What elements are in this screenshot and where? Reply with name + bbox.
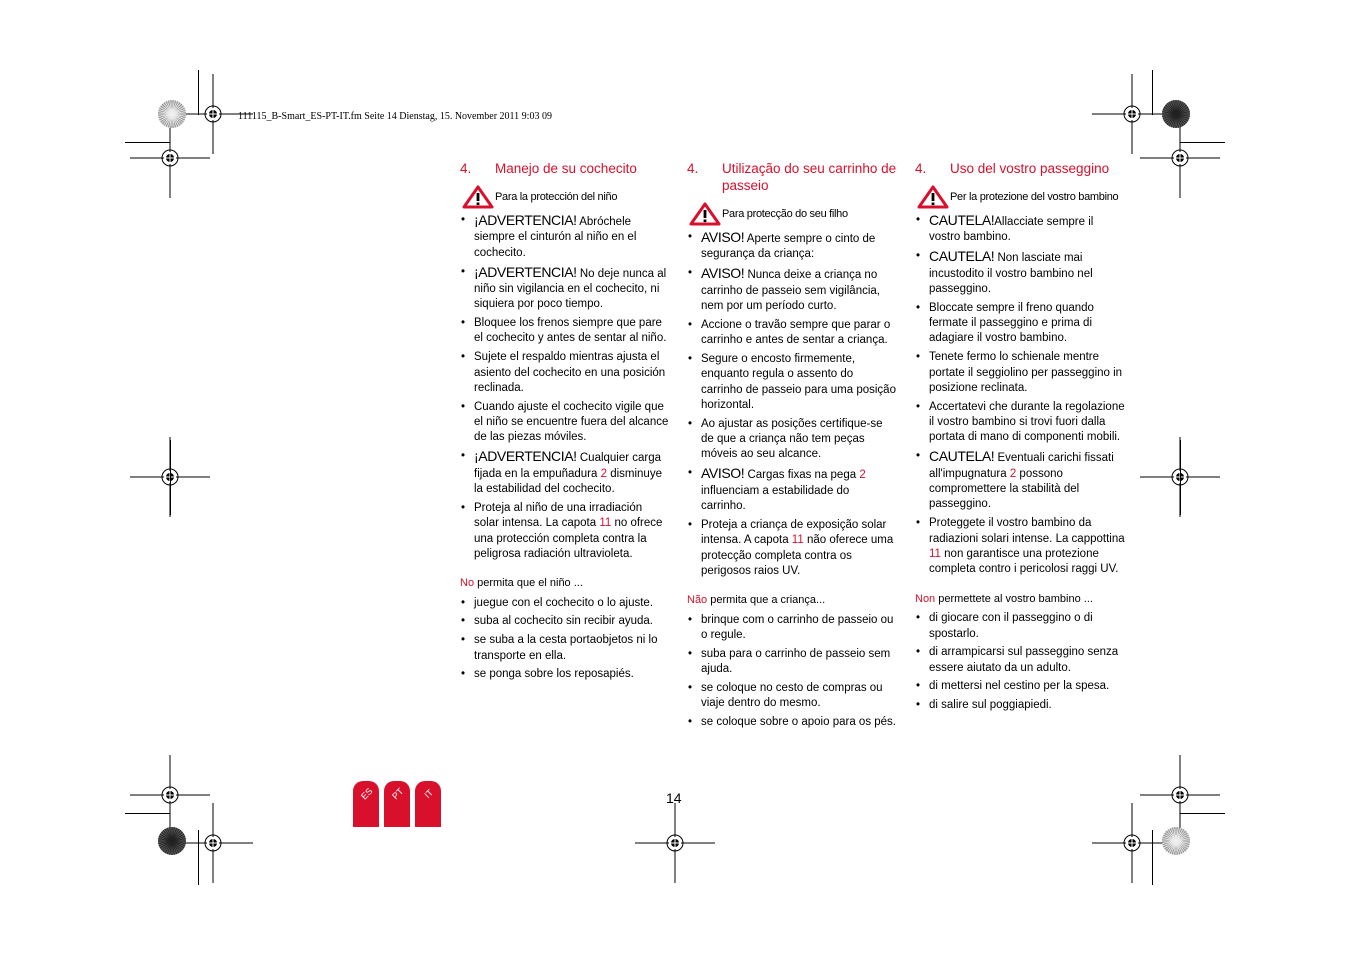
item-text: Proteggete il vostro bambino da radiazioni solari intense. La cappottina bbox=[929, 517, 1125, 545]
subheading-negation: Non bbox=[915, 592, 936, 605]
item-text: Bloccate sempre il freno quando fermate il passeggino e prima di adagiare il vostro bambino. bbox=[929, 301, 1094, 345]
list-item: • ¡ADVERTENCIA! Abróchele siempre el cinturón al niño en el cochecito. bbox=[461, 212, 637, 259]
list-item: • juegue con el cochecito o lo ajuste. bbox=[461, 596, 654, 609]
item-text: se coloque no cesto de compras ou viaje dentro do mesmo. bbox=[701, 681, 883, 710]
item-text: di mettersi nel cestino per la spesa. bbox=[929, 680, 1110, 693]
section-heading bbox=[915, 160, 1125, 177]
item-text: influenciam a estabilidade do carrinho. bbox=[701, 484, 850, 512]
registration-mark bbox=[635, 803, 715, 883]
item-text: No deje nunca al niño sin vigilancia en el cochecito, ni siquiera por poco tiempo. bbox=[474, 267, 667, 311]
crop-line bbox=[1152, 830, 1153, 885]
part-number: 11 bbox=[791, 534, 804, 547]
section-heading bbox=[460, 160, 670, 177]
list-item: • di arrampicarsi sul passeggino senza essere aiutato da un adulto. bbox=[916, 646, 1119, 674]
list-item: • Proteja a criança de exposição solar intensa. A capota 11 não oferece uma protecção completa contra os perigosos raios UV. bbox=[688, 518, 894, 577]
list-item: • brinque com o carrinho de passeio ou o regule. bbox=[688, 613, 894, 642]
item-text: Abróchele siempre el cinturón al niño en el cochecito. bbox=[474, 216, 637, 259]
item-text: suba al cochecito sin recibir ayuda. bbox=[474, 615, 653, 628]
warning-keyword: CAUTELA! bbox=[929, 212, 995, 228]
item-text: brinque com o carrinho de passeio ou o regule. bbox=[701, 613, 894, 642]
item-text: Accione o travão sempre que parar o carrinho e antes de sentar a criança. bbox=[701, 318, 891, 347]
item-text: Sujete el respaldo mientras ajusta el asiento del cochecito en una posición reclinada. bbox=[474, 351, 666, 394]
star-target-mark bbox=[157, 826, 187, 856]
list-item: • Bloquee los frenos siempre que pare el cochecito y antes de sentar al niño. bbox=[461, 317, 667, 345]
tab-it bbox=[415, 781, 441, 827]
list-item: • Cuando ajuste el cochecito vigile que el niño se encuentre fuera del alcance de las piezas móviles. bbox=[461, 400, 669, 444]
list-item: • AVISO! Cargas fixas na pega 2 influenciam a estabilidade do carrinho. bbox=[688, 465, 866, 512]
crop-line bbox=[1180, 142, 1225, 143]
item-text: juegue con el cochecito o lo ajuste. bbox=[474, 596, 654, 609]
warning-note bbox=[687, 202, 897, 226]
crop-line bbox=[1180, 813, 1225, 814]
section-title: Uso del vostro passeggino bbox=[950, 161, 1110, 176]
item-text: Cargas fixas na pega bbox=[744, 469, 860, 482]
list-item: • di giocare con il passeggino o di spostarlo. bbox=[916, 612, 1093, 640]
item-text: no ofrece una protección completa contra la peligrosa radiación ultravioleta. bbox=[474, 517, 663, 560]
warning-icon bbox=[917, 185, 949, 209]
item-text: Proteja a criança de exposição solar intensa. A capota bbox=[701, 518, 887, 547]
safety-list bbox=[460, 213, 670, 562]
item-text: se suba a la cesta portaobjetos ni lo transporte en ella. bbox=[474, 634, 658, 662]
item-text: non garantisce una protezione completa contro i pericolosi raggi UV. bbox=[929, 547, 1119, 576]
item-text: Tenete fermo lo schienale mentre portate il seggiolino per passeggino in posizione reclinata. bbox=[929, 351, 1123, 394]
column-it bbox=[915, 160, 1125, 717]
warning-keyword: ¡ADVERTENCIA! bbox=[474, 263, 577, 280]
crop-line bbox=[125, 813, 170, 814]
star-target-mark bbox=[1161, 826, 1191, 856]
crop-line bbox=[1180, 440, 1181, 515]
section-number: 4. bbox=[915, 161, 927, 176]
crop-line bbox=[198, 70, 199, 115]
item-text: Ao ajustar as posições certifique-se de que a criança não tem peças móveis ao seu alcance. bbox=[701, 417, 883, 461]
list-item: • se ponga sobre los reposapiés. bbox=[461, 668, 634, 681]
safety-list bbox=[687, 230, 897, 579]
warning-keyword: CAUTELA! bbox=[929, 448, 995, 465]
item-text: Proteja al niño de una irradiación solar intensa. La capota bbox=[474, 501, 643, 530]
star-target-mark bbox=[1161, 99, 1191, 129]
registration-mark bbox=[130, 118, 210, 198]
list-item: • se coloque sobre o apoio para os pés. bbox=[688, 716, 896, 729]
item-text: Bloquee los frenos siempre que pare el cochecito y antes de sentar al niño. bbox=[474, 317, 667, 345]
tab-es-label: ES bbox=[358, 785, 375, 802]
item-text: Cualquier carga fijada en la empuñadura bbox=[474, 452, 662, 480]
crop-line bbox=[125, 142, 170, 143]
item-text: di salire sul poggiapiedi. bbox=[929, 699, 1052, 712]
warning-note bbox=[915, 185, 1125, 209]
item-text: Segure o encosto firmemente, enquanto regula o assento do carrinho de passeio para uma posição horizontal. bbox=[701, 352, 896, 411]
warning-keyword: AVISO! bbox=[701, 229, 745, 245]
warning-keyword: ¡ADVERTENCIA! bbox=[474, 212, 577, 228]
list-item: • Bloccate sempre il freno quando fermate il passeggino e prima di adagiare il vostro bambino. bbox=[916, 301, 1094, 345]
subheading bbox=[687, 593, 897, 608]
item-text: Accertatevi che durante la regolazione il vostro bambino si trovi fuori dalla portata di mano di componenti mobili. bbox=[929, 400, 1125, 444]
star-target-mark bbox=[157, 99, 187, 129]
list-item: • CAUTELA! Eventuali carichi fissati all'impugnatura 2 possono compromettere la stabilità del passeggino. bbox=[916, 448, 1114, 511]
tab-it-label: IT bbox=[422, 787, 436, 801]
warning-label: Per la protezione del vostro bambino bbox=[950, 191, 1119, 203]
item-text: Nunca deixe a criança no carrinho de passeio sem vigilância, nem por um período curto. bbox=[701, 269, 880, 312]
list-item: • Segure o encosto firmemente, enquanto regula o assento do carrinho de passeio para uma posição horizontal. bbox=[688, 352, 896, 411]
registration-mark bbox=[1092, 803, 1172, 883]
tab-es bbox=[353, 781, 379, 827]
list-item: • Accertatevi che durante la regolazione il vostro bambino si trovi fuori dalla portata di mano di componenti mobili. bbox=[916, 400, 1125, 444]
subheading-text: permettete al vostro bambino ... bbox=[935, 592, 1093, 605]
list-item: • Sujete el respaldo mientras ajusta el asiento del cochecito en una posición reclinada. bbox=[461, 351, 666, 394]
warning-label: Para protecção do seu filho bbox=[722, 208, 848, 220]
column-pt bbox=[687, 160, 897, 734]
item-text: Aperte sempre o cinto de segurança da criança: bbox=[701, 233, 876, 261]
warning-keyword: AVISO! bbox=[701, 265, 745, 282]
item-text: se coloque sobre o apoio para os pés. bbox=[701, 716, 896, 729]
part-number: 2 bbox=[1009, 467, 1017, 480]
crop-line bbox=[198, 830, 199, 885]
item-text: possono compromettere la stabilità del passeggino. bbox=[929, 467, 1080, 511]
list-item: • CAUTELA!Allacciate sempre il vostro bambino. bbox=[916, 212, 1094, 244]
item-text: di arrampicarsi sul passeggino senza essere aiutato da un adulto. bbox=[929, 646, 1119, 674]
list-item: • se coloque no cesto de compras ou viaje dentro do mesmo. bbox=[688, 681, 883, 710]
prohibited-list bbox=[915, 611, 1125, 713]
print-header: 111115_B-Smart_ES-PT-IT.fm Seite 14 Dienstag, 15. November 2011 9:03 09 bbox=[238, 111, 552, 122]
safety-list bbox=[915, 213, 1125, 578]
tab-pt-label: PT bbox=[390, 786, 406, 802]
part-number: 2 bbox=[859, 469, 866, 482]
section-heading bbox=[687, 160, 897, 194]
section-number: 4. bbox=[460, 161, 472, 176]
item-text: se ponga sobre los reposapiés. bbox=[474, 668, 634, 681]
prohibited-list bbox=[460, 596, 670, 683]
tab-pt bbox=[384, 781, 410, 827]
item-text: Eventuali carichi fissati all'impugnatura bbox=[929, 452, 1114, 480]
subheading bbox=[915, 592, 1125, 607]
language-tabs bbox=[353, 779, 443, 829]
list-item: • Proteggete il vostro bambino da radiazioni solari intense. La cappottina 11 non garantisce una protezione completa contro i pericolosi raggi UV. bbox=[916, 517, 1125, 576]
prohibited-list bbox=[687, 613, 897, 731]
warning-icon bbox=[689, 202, 721, 226]
section-number: 4. bbox=[687, 161, 699, 176]
registration-mark bbox=[1140, 118, 1220, 198]
list-item: • ¡ADVERTENCIA! No deje nunca al niño sin vigilancia en el cochecito, ni siquiera por poco tiempo. bbox=[461, 263, 667, 311]
subheading bbox=[460, 576, 670, 591]
column-es bbox=[460, 160, 670, 686]
list-item: • ¡ADVERTENCIA! Cualquier carga fijada en la empuñadura 2 disminuye la estabilidad del cochecito. bbox=[461, 448, 662, 495]
page-number: 14 bbox=[666, 790, 682, 806]
item-text: Cuando ajuste el cochecito vigile que el niño se encuentre fuera del alcance de las piezas móviles. bbox=[474, 400, 669, 444]
list-item: • Ao ajustar as posições certifique-se de que a criança não tem peças móveis ao seu alcance. bbox=[688, 417, 883, 461]
list-item: • se suba a la cesta portaobjetos ni lo transporte en ella. bbox=[461, 634, 658, 662]
warning-keyword: CAUTELA! bbox=[929, 248, 995, 265]
section-title: Utilização do seu carrinho de passeio bbox=[722, 161, 897, 193]
list-item: • AVISO! Nunca deixe a criança no carrinho de passeio sem vigilância, nem por um período curto. bbox=[688, 265, 880, 312]
part-number: 11 bbox=[599, 517, 612, 530]
list-item: • suba para o carrinho de passeio sem ajuda. bbox=[688, 647, 891, 676]
warning-note bbox=[460, 185, 670, 209]
item-text: suba para o carrinho de passeio sem ajuda. bbox=[701, 647, 891, 676]
list-item: • CAUTELA! Non lasciate mai incustodito il vostro bambino nel passeggino. bbox=[916, 248, 1093, 295]
part-number: 2 bbox=[600, 467, 607, 480]
item-text: não oferece uma protecção completa contra os perigosos raios UV. bbox=[701, 534, 894, 577]
item-text: di giocare con il passeggino o di spostarlo. bbox=[929, 612, 1093, 640]
list-item: • di mettersi nel cestino per la spesa. bbox=[916, 680, 1110, 693]
subheading-negation: No bbox=[460, 577, 475, 590]
subheading-text: permita que a criança... bbox=[707, 594, 826, 607]
subheading-negation: Não bbox=[687, 594, 708, 607]
list-item: • Tenete fermo lo schienale mentre portate il seggiolino per passeggino in posizione reclinata. bbox=[916, 351, 1123, 394]
list-item: • di salire sul poggiapiedi. bbox=[916, 699, 1052, 712]
warning-keyword: AVISO! bbox=[701, 465, 745, 482]
list-item: • suba al cochecito sin recibir ayuda. bbox=[461, 615, 653, 628]
warning-label: Para la protección del niño bbox=[495, 191, 618, 203]
warning-icon bbox=[462, 185, 494, 209]
subheading-text: permita que el niño ... bbox=[474, 577, 583, 590]
list-item: • AVISO! Aperte sempre o cinto de segurança da criança: bbox=[688, 229, 876, 261]
list-item: • Proteja al niño de una irradiación solar intensa. La capota 11 no ofrece una protección completa contra la peligrosa radiación ultravioleta. bbox=[461, 501, 663, 560]
crop-line bbox=[170, 440, 171, 515]
item-text: disminuye la estabilidad del cochecito. bbox=[474, 467, 662, 495]
crop-line bbox=[1152, 70, 1153, 115]
part-number: 11 bbox=[929, 547, 941, 560]
item-text: Allacciate sempre il vostro bambino. bbox=[929, 216, 1094, 244]
list-item: • Accione o travão sempre que parar o carrinho e antes de sentar a criança. bbox=[688, 318, 891, 347]
section-title: Manejo de su cochecito bbox=[495, 161, 637, 176]
item-text: Non lasciate mai incustodito il vostro bambino nel passeggino. bbox=[929, 252, 1093, 295]
warning-keyword: ¡ADVERTENCIA! bbox=[474, 448, 577, 465]
